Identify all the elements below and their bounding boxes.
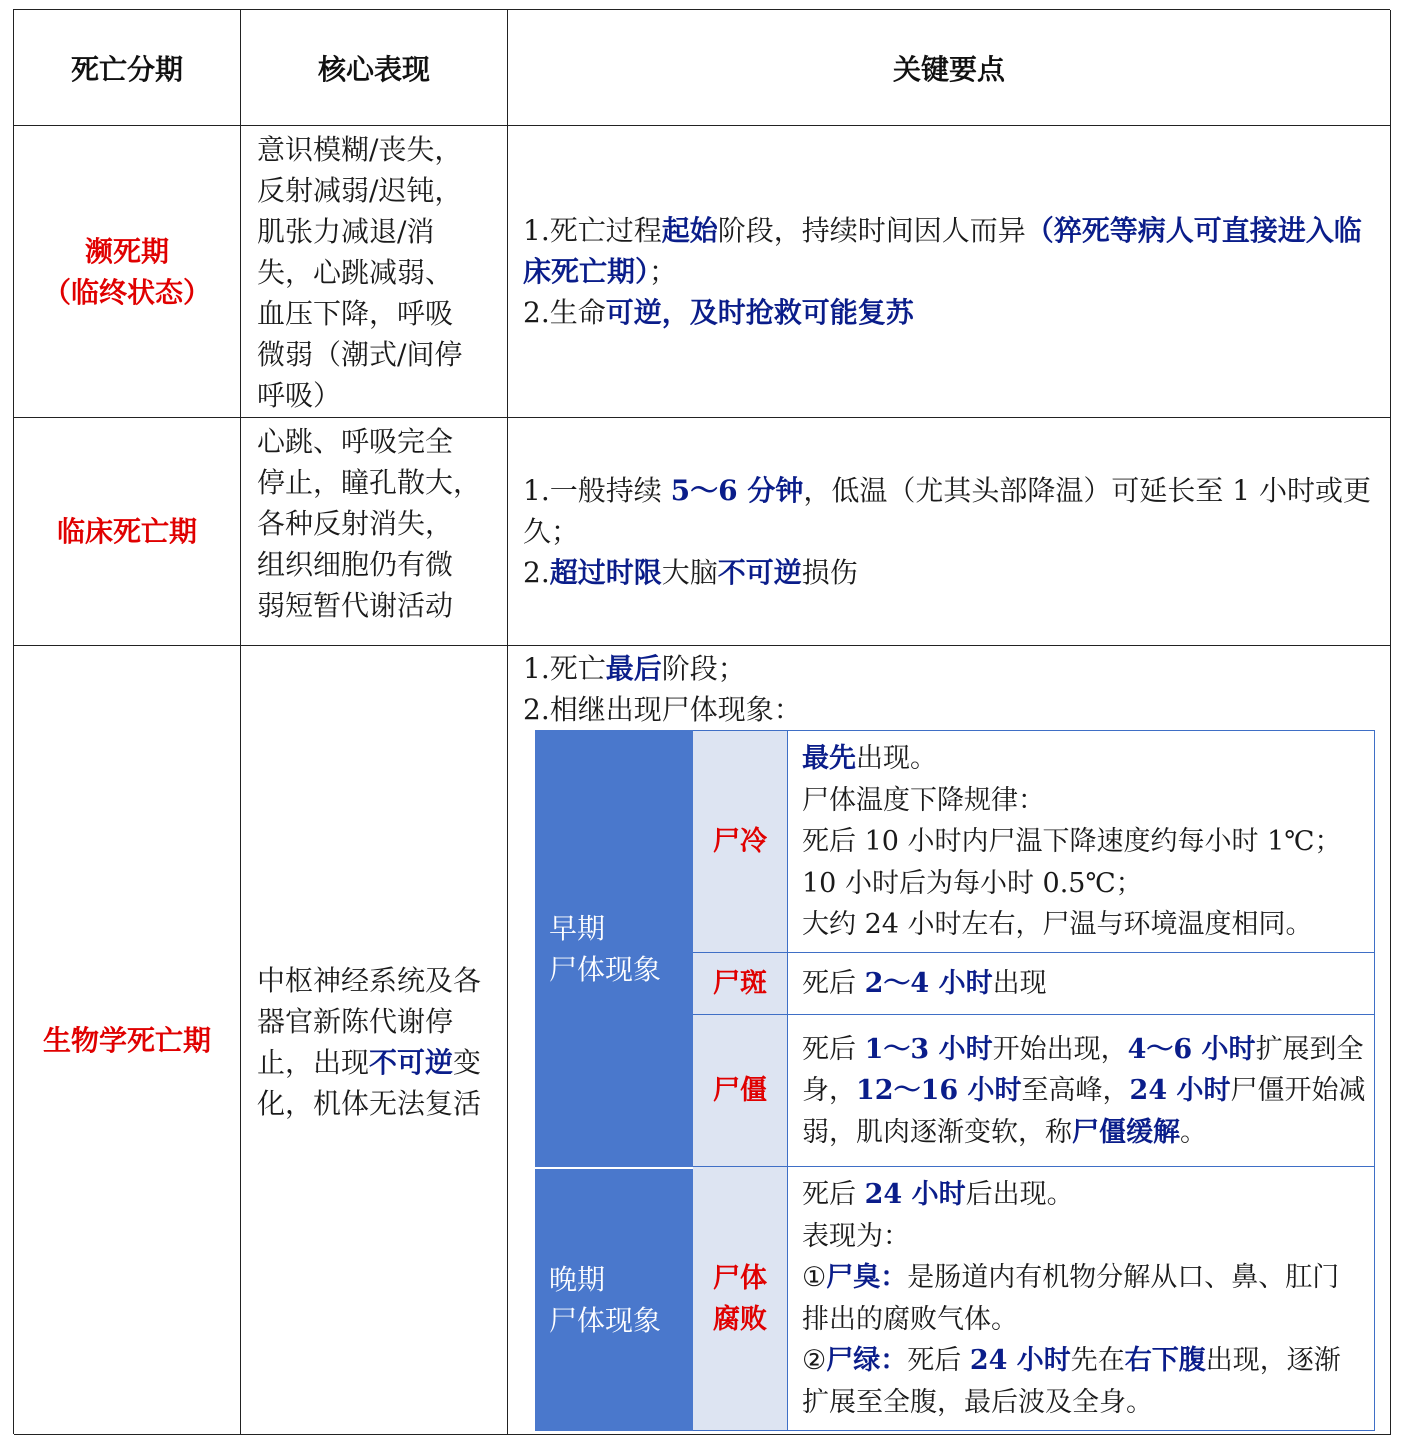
core-line: 心跳、呼吸完全 [257,425,454,458]
paragraph [802,1029,1366,1154]
text-segment: 出现 [992,968,1047,1000]
core-line: 呼吸） [257,379,342,412]
phenomenon-label: 尸冷 [713,826,767,857]
phase-label-line: 晚期 [549,1263,606,1296]
text-segment: 阶段； [661,652,746,685]
late-phase-label [535,1167,693,1431]
stage-cell [14,418,241,646]
detail-text [802,1029,1366,1154]
text-segment: 死后 [907,1345,970,1376]
core-line: 微弱（潮式/间停 [257,338,463,371]
phenomenon-name [693,1015,788,1167]
text-segment: 至高峰， [1021,1075,1130,1107]
stage-cell [14,646,241,1435]
text-segment: 出现。 [856,743,937,775]
highlight-text: （猝死等病人可直接进入临床死亡期） [523,214,1362,288]
text-segment: 阶段，持续时间因人而异 [717,214,1026,247]
paragraph [523,210,1380,292]
text-segment: 死后 10 小时内尸温下降速度约每小时 1℃； [802,826,1342,858]
detail-text [802,963,1366,1005]
phenomenon-label: 尸僵 [713,1075,767,1106]
text-segment: 1.死亡过程 [523,214,662,247]
text-segment: 损伤 [801,556,858,589]
highlight-text: 不可逆 [369,1045,454,1079]
core-line: 意识模糊/丧失， [257,133,463,166]
paragraph [802,1257,1366,1340]
highlight-text: 不可逆 [717,556,802,589]
text-segment: 2.相继出现尸体现象： [523,693,802,726]
core-line: 失，心跳减弱、 [257,256,454,289]
text-segment: 大脑 [661,556,718,589]
highlight-text: 可逆，及时抢救可能复苏 [605,296,914,329]
text-segment: 扩展到全身， [802,1033,1364,1107]
core-line: 弱短暂代谢活动 [257,589,454,622]
key-points-text [523,648,1380,730]
phenomenon-name [693,953,788,1015]
detail-text [802,1174,1366,1423]
paragraph [802,904,1366,946]
phase-label-line: 尸体现象 [549,952,662,986]
text-segment: 死后 [802,1179,865,1210]
early-phase-label [535,730,693,1167]
phenomenon-name [693,1167,788,1431]
text-segment: 是肠道内有机物分解从口、鼻、肛门排出的腐败气体。 [802,1262,1340,1335]
text-segment: 后出现。 [965,1179,1074,1210]
core-line: 血压下降，呼吸 [257,297,454,330]
phenomenon-detail [787,1014,1375,1168]
stage-alias: （临终状态） [42,275,211,309]
core-cell [241,646,508,1435]
header-key-points: 关键要点 [508,10,1391,126]
stage-name: 濒死期 [84,234,169,268]
paragraph [802,780,1366,822]
stage-cell [14,126,241,418]
text-segment: 10 小时后为每小时 0.5℃； [802,867,1143,899]
highlight-text: 尸臭： [826,1262,908,1293]
highlight-text: 右下腹 [1124,1345,1206,1376]
text-segment: ，低温（尤其头部降温）可延长至 1 小时或更久； [523,474,1371,548]
highlight-text: 最先 [802,743,856,775]
text-segment: 表现为： [802,1220,910,1252]
text-segment: 死后 [802,968,865,1000]
corpse-phenomena-table [522,720,1375,1422]
text-segment: 先在 [1070,1345,1125,1376]
text-segment: 变化，机体无法复活 [257,1045,482,1120]
paragraph [802,1216,1366,1258]
text-segment: 尸体温度下降规律： [802,784,1045,816]
paragraph [802,821,1366,863]
phenomenon-label: 尸体 [713,1262,767,1294]
text-segment: 1.一般持续 [523,474,671,507]
header-stage: 死亡分期 [14,10,241,126]
core-line: 各种反射消失， [257,507,454,540]
core-cell [241,126,508,418]
phenomenon-label: 腐败 [713,1303,767,1335]
text-segment: ； [649,255,678,288]
core-line: 组织细胞仍有微 [257,548,454,581]
paragraph [523,648,1380,689]
text-segment: 大约 24 小时左右，尸温与环境温度相同。 [802,909,1313,941]
core-line: 反射减弱/迟钝， [257,174,463,207]
paragraph [802,963,1366,1005]
text-segment: 2. [523,556,550,589]
highlight-text: 起始 [661,214,718,247]
highlight-text: 超过时限 [549,556,662,589]
phenomenon-detail [787,730,1375,954]
text-segment: ① [802,1262,827,1293]
text-segment: 中枢神经系统及各器官新陈代谢停止，出现 [257,963,482,1079]
highlight-text: 尸绿： [826,1345,908,1376]
highlight-text: 12～16 小时 [856,1075,1022,1107]
phase-label-line: 尸体现象 [549,1304,662,1337]
text-segment: 1.死亡 [523,652,606,685]
detail-text [802,738,1366,946]
paragraph [523,292,1380,333]
text-segment: 开始出现， [992,1033,1128,1065]
paragraph [802,863,1366,905]
phenomenon-name [693,730,788,953]
core-text [257,960,493,1124]
highlight-text: 24 小时 [969,1345,1071,1376]
core-line: 停止，瞳孔散大， [257,466,482,499]
key-points-text [523,470,1380,593]
stage-name: 生物学死亡期 [42,1023,211,1057]
phenomenon-label: 尸斑 [713,968,767,999]
text-segment: ② [802,1345,827,1376]
highlight-text: 最后 [605,652,662,685]
paragraph [523,470,1380,552]
stage-name: 临床死亡期 [56,515,197,548]
key-points-cell [508,126,1391,418]
highlight-text: 4～6 小时 [1127,1033,1256,1065]
header-core: 核心表现 [241,10,508,126]
core-line: 肌张力减退/消 [257,215,435,248]
highlight-text: 24 小时 [1129,1075,1231,1107]
paragraph [802,738,1366,780]
key-points-text [523,210,1380,333]
phase-label-line: 早期 [549,911,606,945]
highlight-text: 24 小时 [864,1179,966,1210]
highlight-text: 2～4 小时 [864,968,993,1000]
key-points-cell [508,418,1391,646]
paragraph [802,1174,1366,1216]
text-segment: 死后 [802,1033,865,1065]
highlight-text: 5～6 分钟 [670,474,804,507]
text-segment: 。 [1180,1116,1207,1148]
text-segment: 2.生命 [523,296,606,329]
phenomenon-detail [787,952,1375,1016]
highlight-text: 1～3 小时 [864,1033,993,1065]
text-segment: 出现，逐渐扩展至全腹，最后波及全身。 [802,1345,1341,1418]
highlight-text: 尸僵缓解 [1072,1116,1180,1148]
paragraph [523,552,1380,593]
text-segment: 尸僵开始减弱，肌肉逐渐变软，称 [802,1075,1366,1148]
phenomenon-detail [787,1166,1375,1431]
paragraph [802,1340,1366,1423]
core-cell [241,418,508,646]
